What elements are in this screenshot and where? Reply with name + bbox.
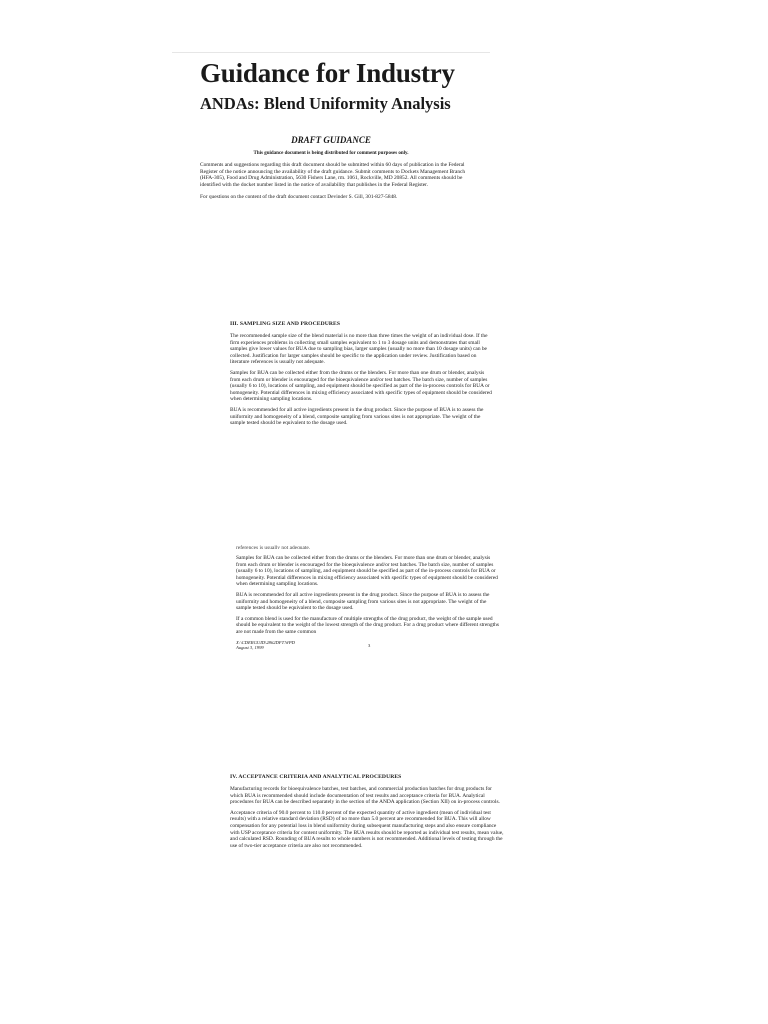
title-page-clip <box>172 52 490 224</box>
document-title: Guidance for Industry <box>200 58 455 88</box>
section-4-heading: IV. ACCEPTANCE CRITERIA AND ANALYTICAL PROCEDURES <box>230 774 402 780</box>
section-3-heading: III. SAMPLING SIZE AND PROCEDURES <box>230 321 341 327</box>
footer-file-path: X:\CDERGUID\2862DFT.WPD <box>236 639 295 645</box>
section-3-paragraph-1: The recommended sample size of the blend material is no more than three times the weight of an individual dose. If the firm experiences problems in collecting small samples equivalent to 1 to 3 dosage units and demonstrates that small samples give lower values for BUA due to sampling bias, larger samples (usually no more than 10 dosage units) can be collected. Justification for larger samples should be specific to the application under review. Justification based on literature references is usually not adequate. <box>230 333 488 366</box>
section-3-paragraph-3: BUA is recommended for all active ingredients present in the drug product. Since the purpose of BUA is to assess the uniformity and homogeneity of a blend, composite sampling from various sites is not appropriate. The weight of the sample tested should be equivalent to the dosage used. <box>230 406 484 427</box>
footer-date: August 3, 1999 <box>236 645 264 651</box>
cut-off-line: references is usually not adequate. <box>236 545 311 549</box>
page-number: 3 <box>368 642 371 648</box>
section-3-continued-clip <box>228 545 506 693</box>
draft-guidance-label: DRAFT GUIDANCE <box>291 135 371 145</box>
section-3-cont-paragraph-1: Samples for BUA can be collected either from the drums or the blenders. For more than one drum or blender, analysis from each drum or blender is encouraged for the bioequivalence and/or test batches. The batch size, number of samples (usually 6 to 10), locations of sampling, and equipment should be specified as part of the in-process controls for BUA or homogeneity. Potential differences in mixing efficiency associated with specific types of equipment should be considered when determining sampling locations. <box>236 555 498 588</box>
comment-purposes-notice: This guidance document is being distributed for comment purposes only. <box>253 151 409 156</box>
document-subtitle: ANDAs: Blend Uniformity Analysis <box>200 94 451 113</box>
section-4-clip <box>224 770 508 900</box>
section-3-cont-paragraph-2: BUA is recommended for all active ingredients present in the drug product. Since the purpose of BUA is to assess the uniformity and homogeneity of a blend, composite sampling from various sites is not appropriate. The weight of the sample tested should be equivalent to the dosage used. <box>236 591 490 612</box>
section-3-clip <box>222 315 496 468</box>
contact-paragraph: For questions on the content of the draft document contact Devinder S. Gill, 301-827-5848. <box>200 194 398 201</box>
section-4-paragraph-1: Manufacturing records for bioequivalence batches, test batches, and commercial production batches for drug products for which BUA is recommended should include documentation of test results and acceptance criteria for BUA. Analytical procedures for BUA can be described separately in the section of the ANDA application (Section XII) on in-process controls. <box>230 786 500 806</box>
page-footer <box>236 640 502 654</box>
clip-edge <box>222 464 496 468</box>
comments-paragraph: Comments and suggestions regarding this draft document should be submitted within 60 days of publication in the Federal Register of the notice announcing the availability of the draft guidance. Submit comments to Dockets Management Branch (HFA-305), Food and Drug Administration, 5630 Fishers Lane, rm. 1061, Rockville, MD 20852. All comments should be identified with the docket number listed in the notice of availability that publishes in the Federal Register. <box>200 162 466 188</box>
section-3-paragraph-2: Samples for BUA can be collected either from the drums or the blenders. For more than one drum or blender, analysis from each drum or blender is encouraged for the bioequivalence and/or test batches. The batch size, number of samples (usually 6 to 10), locations of sampling, and equipment should be specified as part of the in-process controls for BUA or homogeneity. Potential differences in mixing efficiency associated with specific types of equipment should be considered when determining sampling locations. <box>230 369 492 403</box>
section-3-cont-paragraph-3: If a common blend is used for the manufacture of multiple strengths of the drug product, the weight of the sample used should be equivalent to the weight of the lowest strength of the drug product. For a drug product where different strengths are not made from the same common <box>236 615 499 635</box>
section-4-paragraph-2: Acceptance criteria of 90.0 percent to 110.0 percent of the expected quantity of active ingredient (mean of individual test results) with a relative standard deviation (RSD) of no more than 5.0 percent are recommended for BUA. This will allow compensation for any potential loss in blend uniformity during subsequent manufacturing steps and also ensure compliance with USP acceptance criteria for content uniformity. The BUA results should be reported as individual test results, mean value, and calculated RSD. Rounding of BUA results to whole numbers is not recommended. Additional levels of testing through the use of two-tier acceptance criteria are also not recommended. <box>230 809 504 849</box>
